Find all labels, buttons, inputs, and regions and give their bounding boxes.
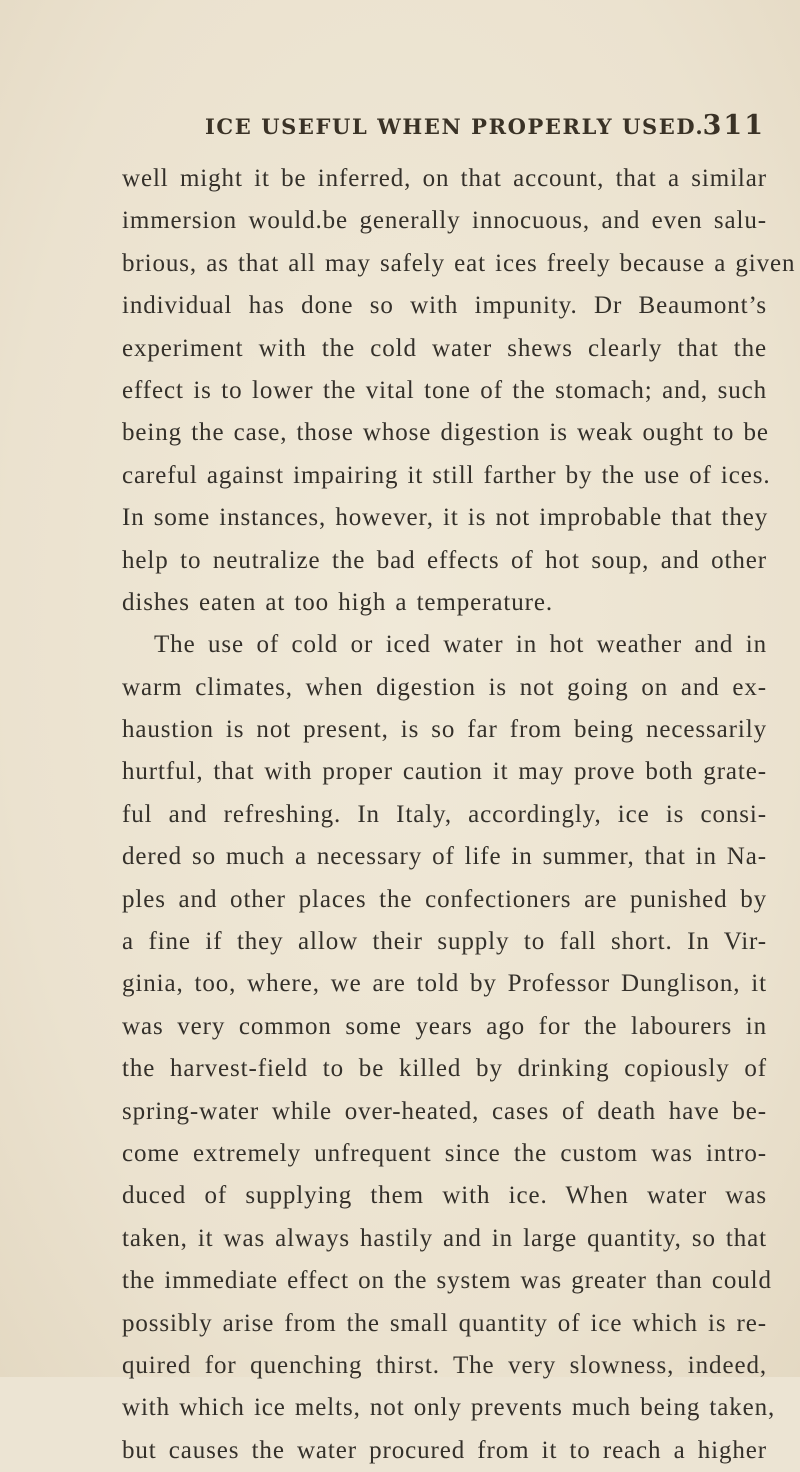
text-line: immersion would.be generally innocuous, and even salu- <box>122 207 767 235</box>
text-line: hurtful, that with proper caution it may prove both grate- <box>122 758 767 786</box>
text-line: quired for quenching thirst. The very slowness, indeed, <box>122 1351 767 1379</box>
text-line: ginia, too, where, we are told by Professor Dunglison, it <box>122 970 767 998</box>
text-line: In some instances, however, it is not improbable that they <box>122 504 769 532</box>
text-line: the immediate effect on the system was greater than could <box>122 1267 772 1295</box>
text-line: brious, as that all may safely eat ices freely because a given <box>122 249 796 277</box>
text-line: taken, it was always hastily and in large quantity, so that <box>122 1224 767 1252</box>
paragraph-1 <box>122 158 796 624</box>
text-line: with which ice melts, not only prevents much being taken, <box>122 1394 776 1422</box>
running-title: ICE USEFUL WHEN PROPERLY USED. <box>205 114 705 139</box>
page-number: 311 <box>702 110 765 141</box>
text-line: ples and other places the confectioners are punished by <box>122 885 767 913</box>
text-line: help to neutralize the bad effects of hot soup, and other <box>122 546 767 574</box>
body-text <box>122 158 796 1472</box>
running-head <box>205 106 765 146</box>
text-line: the harvest-field to be killed by drinking copiously of <box>122 1055 767 1083</box>
text-line: individual has done so with impunity. Dr Beaumont’s <box>122 292 767 320</box>
text-line: warm climates, when digestion is not going on and ex- <box>122 673 767 701</box>
text-line: spring-water while over-heated, cases of death have be- <box>122 1097 767 1125</box>
text-line: ful and refreshing. In Italy, accordingly, ice is consi- <box>122 800 767 828</box>
text-line: but causes the water procured from it to reach a higher <box>122 1436 767 1464</box>
text-line: being the case, those whose digestion is weak ought to be <box>122 419 769 447</box>
text-line: a fine if they allow their supply to fall short. In Vir- <box>122 928 767 956</box>
paragraph-2 <box>122 624 776 1472</box>
text-line: well might it be inferred, on that account, that a similar <box>122 165 767 192</box>
text-line: careful against impairing it still farther by the use of ices. <box>122 461 771 489</box>
text-line: haustion is not present, is so far from being necessarily <box>122 716 767 744</box>
text-line: The use of cold or iced water in hot weather and in <box>154 631 767 659</box>
text-line: was very common some years ago for the labourers in <box>122 1012 767 1040</box>
text-line: duced of supplying them with ice. When water was <box>122 1182 767 1210</box>
text-line: possibly arise from the small quantity of ice which is re- <box>122 1309 767 1337</box>
text-line: effect is to lower the vital tone of the stomach; and, such <box>122 376 767 404</box>
text-line: experiment with the cold water shews clearly that the <box>122 334 767 362</box>
text-line: dishes eaten at too high a temperature. <box>122 588 553 616</box>
text-line: come extremely unfrequent since the custom was intro- <box>122 1139 767 1167</box>
text-line: dered so much a necessary of life in summer, that in Na- <box>122 843 767 871</box>
